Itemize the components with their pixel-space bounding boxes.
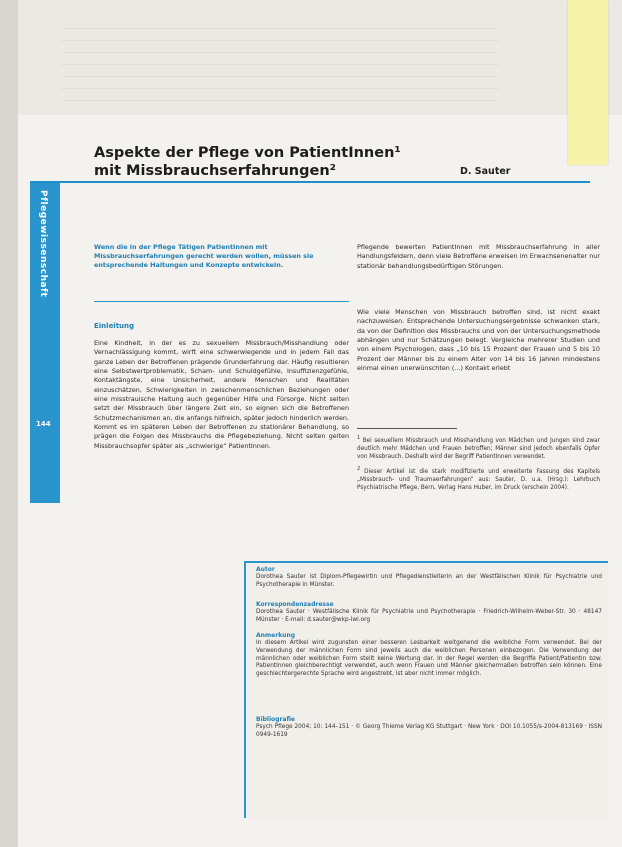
footnote-mark: 1 xyxy=(357,435,361,441)
header-rule xyxy=(30,181,590,183)
footnotes xyxy=(357,434,600,496)
body-text-left-column: Eine Kindheit, in der es zu sexuellem Missbrauch/Misshandlung oder Vernachlässigung kommt, wirft eine schwerwiegende und in jedem Fall das ganze Leben der Betroffenen prägende Grunderfahrung dar. Häufig resultieren eine Selbstwertproblematik, Scham- und Schuldgefühle, Insuffizienzgefühle, Kontaktängste, eine Unsicherheit, andere Menschen und Realitäten einzuschätzen, Schwierigkeiten in zwischenmenschlichen Beziehungen oder eine misstrauische Haltung auch gegenüber Hilfe und Fürsorge. Nicht selten setzt der Missbrauch über längere Zeit ein, so eignen sich die Betroffenen Schutzmechanismen an, die anfangs hilfreich, später jedoch hinderlich werden. Kommt es im späteren Leben der Betroffenen zu stationärer Behandlung, so prägen die Folgen des Missbrauchs die Pflegebeziehung. Nicht selten gelten Missbrauchsopfer später als „schwierige“ PatientInnen. xyxy=(94,339,349,450)
body-text-right-column-1: Pflegende bewerten PatientInnen mit Missbrauchserfahrung in aller Handlungsfeldern, denn viele Betroffene erweisen im Erwachsenenalter nur stationär behandlungsbedürftigen Störungen. xyxy=(357,243,600,270)
sticky-note xyxy=(568,0,608,165)
info-note-label: Anmerkung xyxy=(256,632,296,639)
info-bibliography-label: Bibliografie xyxy=(256,716,295,723)
article-title-line-1: Aspekte der Pflege von PatientInnen¹ xyxy=(94,145,401,161)
info-address-value: Dorothea Sauter · Westfälische Klinik für Psychiatrie und Psychotherapie · Friedrich-Wilhelm-Weber-Str. 30 · 48147 Münster · E-mail: d.sauter@wkp-lwl.org xyxy=(256,609,602,623)
info-note-section xyxy=(256,632,602,679)
sidebar-section-label: Pflegewissenschaft xyxy=(38,190,48,298)
info-note-value: In diesem Artikel wird zugunsten einer besseren Lesbarkeit weitgehend die weibliche Form verwendet. Bei der Verwendung der männlichen Form sind jeweils auch die weiblichen Personen einbezogen. Die Verwendung der männlichen oder weiblichen Form stellt keine Wertung dar. In der Regel werden die Begriffe Patient/Patientin bzw. PatientInnen gleichberechtigt verwendet, auch wenn Frauen und Männer gleichermaßen betroffen sein können. Eine geschlechtergerechte Sprache wird angestrebt, ist aber nicht immer möglich. xyxy=(256,640,602,678)
info-address-label: Korrespondenzadresse xyxy=(256,601,334,608)
info-author-value: Dorothea Sauter ist Diplom-Pflegewirtin und Pflegedienstleiterin an der Westfälischen Klinik für Psychiatrie und Psychotherapie in Münster. xyxy=(256,574,602,588)
abstract: Wenn die in der Pflege Tätigen PatientInnen mit Missbrauchserfahrungen gerecht werden wollen, müssen sie entsprechende Haltungen und Konzepte entwickeln. xyxy=(94,243,314,269)
info-bibliography-value: Psych Pflege 2004; 10: 144–151 · © Georg Thieme Verlag KG Stuttgart · New York · DOI 10.1055/s-2004-813169 · ISSN 0949-1619 xyxy=(256,724,602,738)
footnote-mark: 2 xyxy=(357,465,361,472)
article-title-line-2: mit Missbrauchserfahrungen² xyxy=(94,163,336,179)
page-number: 144 xyxy=(36,420,51,428)
section-heading-introduction: Einleitung xyxy=(94,322,135,330)
footnote xyxy=(357,465,600,493)
info-author-section xyxy=(256,566,602,590)
footnote xyxy=(357,434,600,462)
body-text-right-column-2: Wie viele Menschen von Missbrauch betroffen sind, ist nicht exakt nachzuweisen. Entsprechende Untersuchungsergebnisse schwanken stark, da von der Definition des Missbrauchs und von der Untersuchungsmethode abhängen und nur Schätzungen belegt. Vergleiche mehrerer Studien und von einem Psychologen, dass „10 bis 15 Prozent der Frauen und 5 bis 10 Prozent der Männer bis zu einem Alter von 14 bis 16 Jahren mindestens einmal einen unerwünschten (...) Kontakt erlebt xyxy=(357,308,600,373)
faint-header-lines xyxy=(60,28,500,112)
author-name: D. Sauter xyxy=(460,166,511,177)
article-title xyxy=(94,144,454,180)
info-bibliography-section xyxy=(256,716,602,740)
info-author-label: Autor xyxy=(256,566,275,573)
info-address-section xyxy=(256,601,602,625)
abstract-divider xyxy=(94,301,349,302)
footnote-text: Bei sexuellem Missbrauch und Misshandlung von Mädchen und Jungen sind zwar deutlich mehr Mädchen und Frauen betroffen; Männer sind jedoch ebenfalls Opfer von Missbrauch. Deshalb wird der Begriff PatientInnen verwendet. xyxy=(357,437,600,461)
footnote-text: Dieser Artikel ist die stark modifizierte und erweiterte Fassung des Kapitels „Missbrauch- und Traumaerfahrungen“ aus: Sauter, D. u.a. (Hrsg.): Lehrbuch Psychiatrische Pflege, Bern, Verlag Hans Huber, im Druck (erschein 2004). xyxy=(357,468,600,492)
footnote-divider xyxy=(357,428,457,429)
